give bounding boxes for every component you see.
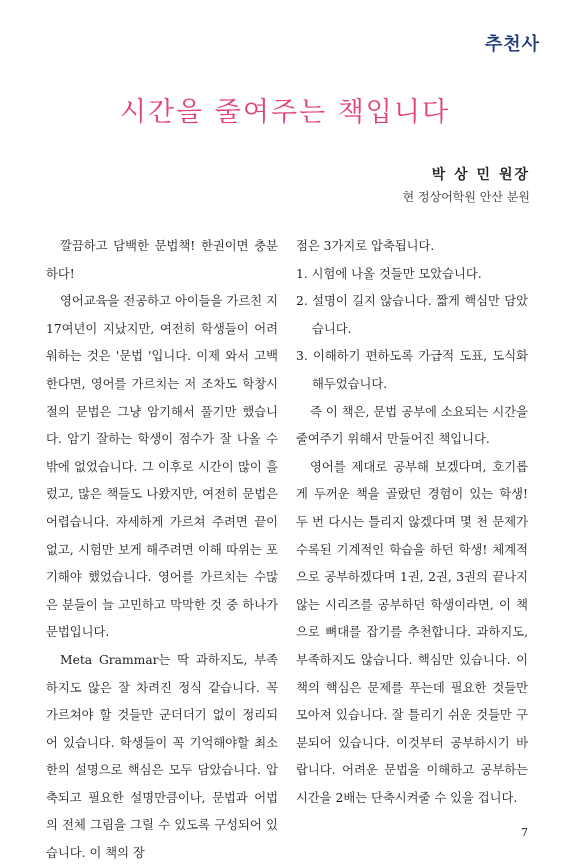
list-item: 3. 이해하기 편하도록 가급적 도표, 도식화 해두었습니다. <box>296 349 528 391</box>
list-item: 2. 설명이 길지 않습니다. 짧게 핵심만 담았습니다. <box>296 294 528 336</box>
paragraph: 점은 3가지로 압축됩니다. <box>296 239 435 253</box>
paragraph: 영어교육을 전공하고 아이들을 가르친 지 17여년이 지났지만, 여전히 학생들이 어려워하는 것은 '문법 '입니다. 이제 와서 고백한다면, 영어를 가르치는 저 조차도 학창시절의 문법은 그냥 암기해서 풀기만 했습니다. 암기 잘하는 학생이 점수가 잘 나올 수밖에 없었습니다. 그 이후로 시간이 많이 흘렀고, 많은 책들도 나왔지만, 여전히 문법은 어렵습니다. 자세하게 가르쳐 주려면 끝이 없고, 시험만 보게 해주려면 이해 따위는 포기해야 했었습니다. 영어를 가르치는 수많은 분들이 늘 고민하고 막막한 것 중 하나가 문법입니다. <box>46 294 278 640</box>
list-item: 1. 시험에 나올 것들만 모았습니다. <box>296 266 482 281</box>
left-column <box>46 233 278 868</box>
right-column <box>296 233 528 812</box>
page-number: 7 <box>521 826 528 839</box>
paragraph: 즉 이 책은, 문법 공부에 소요되는 시간을 줄여주기 위해서 만들어진 책입니다. <box>296 404 528 447</box>
paragraph: Meta Grammar는 딱 과하지도, 부족하지도 않은 잘 차려진 정식 같습니다. 꼭 가르쳐야 할 것들만 군더더기 없이 정리되어 있습니다. 학생들이 꼭 기억해야할 최소한의 설명으로 핵심은 모두 담았습니다. 압축되고 필요한 설명만큼이나, 문법과 어법의 전체 그림을 그릴 수 있도록 구성되어 있습니다. 이 책의 장 <box>46 652 278 861</box>
page-title: 시간을 줄여주는 책입니다 <box>119 97 451 128</box>
section-label: 추천사 <box>484 34 540 55</box>
paragraph: 깔끔하고 담백한 문법책! 한권이면 충분하다! <box>46 239 278 281</box>
author-name: 박 상 민 원장 <box>431 167 530 183</box>
paragraph: 영어를 제대로 공부해 보겠다며, 호기롭게 두꺼운 책을 골랐던 경험이 있는 학생! 두 번 다시는 틀리지 않겠다며 몇 천 문제가 수록된 기계적인 학습을 하던 학생! 체계적으로 공부하겠다며 1권, 2권, 3권의 끝나지 않는 시리즈를 공부하던 학생이라면, 이 책으로 뼈대를 잡기를 추천합니다. 과하지도, 부족하지도 않습니다. 핵심만 있습니다. 이 책의 핵심은 문제를 푸는데 필요한 것들만 모아져 있습니다. 잘 틀리기 쉬운 것들만 구분되어 있습니다. 이것부터 공부하시기 바랍니다. 어려운 문법을 이해하고 공부하는 시간을 2배는 단축시켜줄 수 있을 겁니다. <box>296 459 528 805</box>
author-affiliation: 현 정상어학원 안산 분원 <box>402 190 530 204</box>
